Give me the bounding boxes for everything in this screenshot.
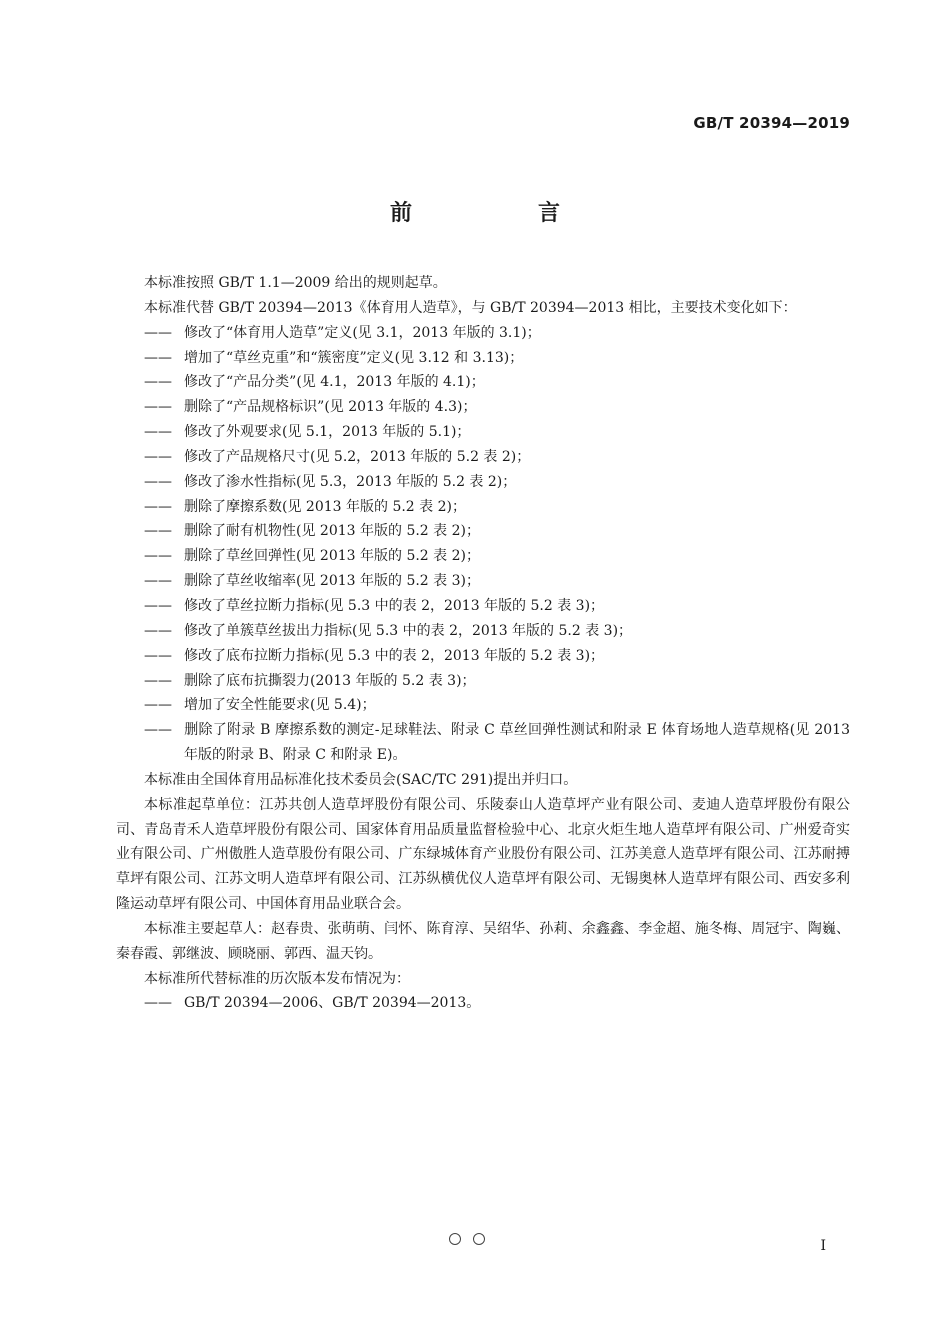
list-item: —— 修改了渗水性指标(见 5.3，2013 年版的 5.2 表 2)； [144, 473, 517, 490]
changes-list [116, 321, 850, 768]
list-item: —— 修改了“产品分类”(见 4.1，2013 年版的 4.1)； [144, 374, 485, 391]
list-item: —— 增加了安全性能要求(见 5.4)； [144, 697, 376, 714]
list-item: —— 修改了外观要求(见 5.1，2013 年版的 5.1)； [144, 424, 471, 441]
list-item: —— 删除了草丝回弹性(见 2013 年版的 5.2 表 2)； [144, 548, 480, 565]
list-item: —— 修改了单簇草丝拔出力指标(见 5.3 中的表 2，2013 年版的 5.2 表 3)； [144, 622, 633, 639]
list-item: —— 删除了“产品规格标识”(见 2013 年版的 4.3)； [144, 399, 477, 416]
paragraph-drafters: 本标准主要起草人：赵春贵、张萌萌、闫怀、陈育淳、吴绍华、孙莉、余鑫鑫、李金超、施冬梅、周冠宇、陶巍、秦春霞、郭继波、顾晓丽、郭西、温天钧。 [116, 920, 850, 962]
paragraph-drafting-rules: 本标准按照 GB/T 1.1—2009 给出的规则起草。 [144, 275, 447, 291]
paragraph-committee: 本标准由全国体育用品标准化技术委员会(SAC/TC 291)提出并归口。 [144, 771, 578, 788]
history-item: —— GB/T 20394—2006、GB/T 20394—2013。 [144, 995, 481, 1012]
list-item: —— 删除了底布抗撕裂力(2013 年版的 5.2 表 3)； [144, 672, 476, 689]
footer-circles [449, 1233, 497, 1249]
list-item: —— 修改了底布拉断力指标(见 5.3 中的表 2，2013 年版的 5.2 表 3)； [144, 647, 605, 664]
paragraph-replacement: 本标准代替 GB/T 20394—2013《体育用人造草》，与 GB/T 20394—2013 相比，主要技术变化如下： [144, 299, 797, 316]
list-item: —— 删除了附录 B 摩擦系数的测定-足球鞋法、附录 C 草丝回弹性测试和附录 E 体育场地人造草规格(见 2013 年版的附录 B、附录 C 和附录 E)。 [144, 722, 850, 764]
list-item: —— 修改了草丝拉断力指标(见 5.3 中的表 2，2013 年版的 5.2 表 3)； [144, 597, 605, 614]
list-item: —— 删除了摩擦系数(见 2013 年版的 5.2 表 2)； [144, 498, 466, 515]
paragraph-drafting-units: 本标准起草单位：江苏共创人造草坪股份有限公司、乐陵泰山人造草坪产业有限公司、麦迪人造草坪股份有限公司、青岛青禾人造草坪股份有限公司、国家体育用品质量监督检验中心、北京火炬生地人造草坪有限公司、广州爱奇实业有限公司、广州傲胜人造草股份有限公司、广东绿城体育产业股份有限公司、江苏美意人造草坪有限公司、江苏耐搏草坪有限公司、江苏文明人造草坪有限公司、江苏纵横优仪人造草坪有限公司、无锡奥林人造草坪有限公司、西安多利隆运动草坪有限公司、中国体育用品业联合会。 [116, 796, 850, 913]
list-item: —— 删除了草丝收缩率(见 2013 年版的 5.2 表 3)； [144, 573, 480, 590]
page-title: 前 言 [389, 201, 612, 226]
page-number: I [820, 1238, 826, 1254]
paragraph-history-intro: 本标准所代替标准的历次版本发布情况为： [144, 970, 410, 987]
list-item: —— 修改了“体育用人造草”定义(见 3.1，2013 年版的 3.1)； [144, 324, 541, 341]
document-body [116, 271, 850, 1016]
list-item: —— 删除了耐有机物性(见 2013 年版的 5.2 表 2)； [144, 523, 480, 540]
list-item: —— 修改了产品规格尺寸(见 5.2，2013 年版的 5.2 表 2)； [144, 448, 531, 465]
circle-mark [449, 1233, 461, 1245]
circle-mark [473, 1233, 485, 1245]
standard-code: GB/T 20394—2019 [693, 114, 850, 132]
list-item: —— 增加了“草丝克重”和“簇密度”定义(见 3.12 和 3.13)； [144, 349, 524, 366]
